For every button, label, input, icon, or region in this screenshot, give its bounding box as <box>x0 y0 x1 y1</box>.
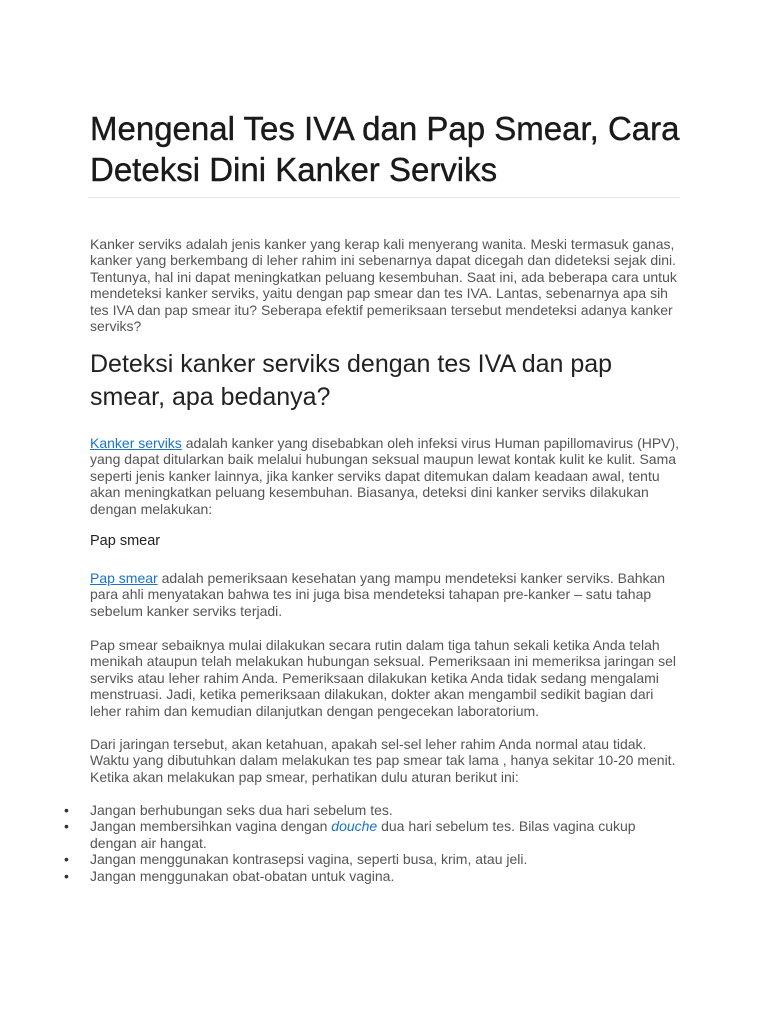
section-paragraph-text: adalah kanker yang disebabkan oleh infeksi virus Human papillomavirus (HPV), yang dapat ditularkan baik melalui hubungan seksual maupun lewat kontak kulit ke kulit. Sama seperti jenis kanker lainnya, jika kanker serviks dapat ditemukan dalam keadaan awal, tentu akan meningkatkan peluang kesembuhan. Biasanya, deteksi dini kanker serviks dilakukan dengan melakukan: <box>90 435 680 517</box>
section-paragraph <box>90 435 680 517</box>
douche-link[interactable]: douche <box>331 818 378 835</box>
pap-smear-rules-list <box>62 802 680 884</box>
intro-paragraph: Kanker serviks adalah jenis kanker yang kerap kali menyerang wanita. Meski termasuk ganas, kanker yang berkembang di leher rahim ini sebenarnya dapat dicegah dan dideteksi sejak dini. Tentunya, hal ini dapat meningkatkan peluang kesembuhan. Saat ini, ada beberapa cara untuk mendeteksi kanker serviks, yaitu dengan pap smear dan tes IVA. Lantas, sebenarnya apa sih tes IVA dan pap smear itu? Seberapa efektif pemeriksaan tersebut mendeteksi adanya kanker serviks? <box>90 236 677 335</box>
bullet-icon: • <box>64 867 69 884</box>
list-item <box>62 868 680 884</box>
list-item <box>62 818 680 851</box>
list-item-text: Jangan menggunakan kontrasepsi vagina, seperti busa, krim, atau jeli. <box>90 851 528 868</box>
pap-smear-paragraph-1 <box>90 570 680 619</box>
list-item-text: Jangan berhubungan seks dua hari sebelum tes. <box>90 802 393 818</box>
article-title: Mengenal Tes IVA dan Pap Smear, Cara Deteksi Dini Kanker Serviks <box>90 110 680 188</box>
subheading-pap-smear: Pap smear <box>90 533 161 549</box>
pap-smear-paragraph-2: Pap smear sebaiknya mulai dilakukan secara rutin dalam tiga tahun sekali ketika Anda telah menikah ataupun telah melakukan hubungan seksual. Pemeriksaan ini memeriksa jaringan sel serviks atau leher rahim Anda. Pemeriksaan dilakukan ketika Anda tidak sedang mengalami menstruasi. Jadi, ketika pemeriksaan dilakukan, dokter akan mengambil sedikit bagian dari leher rahim dan kemudian dilanjutkan dengan pengecekan laboratorium. <box>90 637 677 719</box>
section-heading: Deteksi kanker serviks dengan tes IVA dan pap smear, apa bedanya? <box>90 350 613 411</box>
list-item-text: Jangan menggunakan obat-obatan untuk vagina. <box>90 867 395 884</box>
bullet-icon: • <box>64 851 69 868</box>
pap-smear-paragraph-1-text: adalah pemeriksaan kesehatan yang mampu mendeteksi kanker serviks. Bahkan para ahli menyatakan bahwa tes ini juga bisa mendeteksi tahapan pre-kanker – satu tahap sebelum kanker serviks terjadi. <box>90 570 666 619</box>
list-item-text-after: dua hari sebelum tes. Bilas vagina cukup dengan air hangat. <box>90 818 636 851</box>
list-item <box>62 802 680 818</box>
pap-smear-link[interactable]: Pap smear <box>90 570 158 586</box>
list-item-text-before: Jangan membersihkan vagina dengan <box>90 818 332 835</box>
list-item <box>62 851 680 867</box>
kanker-serviks-link[interactable]: Kanker serviks <box>90 435 182 451</box>
title-divider <box>88 197 680 198</box>
bullet-icon: • <box>64 802 69 818</box>
pap-smear-paragraph-3: Dari jaringan tersebut, akan ketahuan, apakah sel-sel leher rahim Anda normal atau tidak. Waktu yang dibutuhkan dalam melakukan tes pap smear tak lama , hanya sekitar 10-20 menit. Ketika akan melakukan pap smear, perhatikan dulu aturan berikut ini: <box>90 736 676 785</box>
bullet-icon: • <box>64 818 69 835</box>
